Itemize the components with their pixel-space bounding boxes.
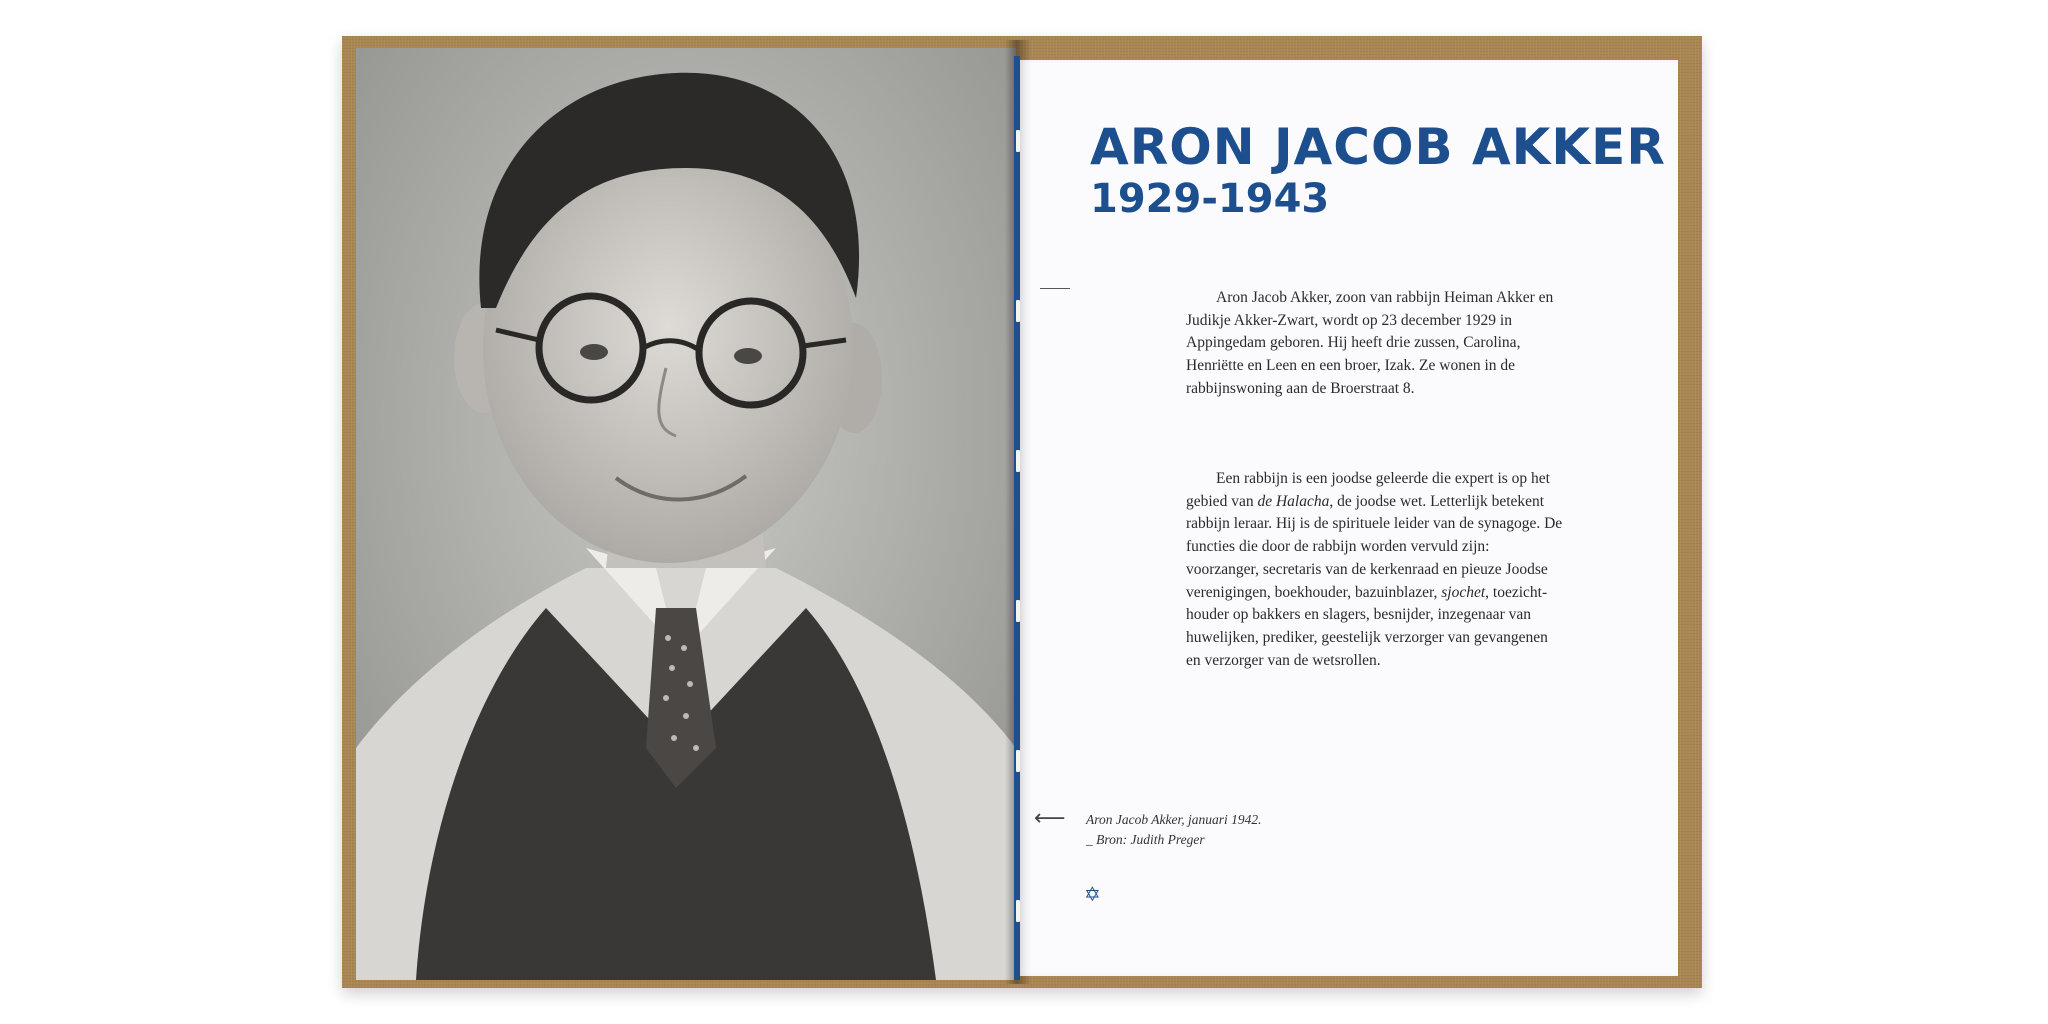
paragraph-text: Een rabbijn is een joodse geleerde die expert is op het gebied van: [1186, 470, 1550, 510]
rabbi-paragraph: [1186, 468, 1566, 672]
intro-paragraph: Aron Jacob Akker, zoon van rabbijn Heiman Akker en Judikje Akker-Zwart, wordt op 23 december 1929 in Appingedam geboren. Hij heeft drie zussen, Carolina, Henriëtte en Leen en een broer, Izak. Ze wonen in de rabbijnswoning aan de Broerstraat 8.: [1186, 289, 1554, 397]
portrait-photo: [356, 48, 1016, 980]
caption-source: _ Bron: Judith Preger: [1086, 832, 1205, 847]
italic-term: de Halacha: [1257, 492, 1330, 510]
star-of-david-icon: ✡: [1084, 882, 1101, 906]
page-years: 1929-1943: [1090, 176, 1330, 222]
left-arrow-icon: ⟵: [1034, 806, 1066, 831]
italic-term: sjochet: [1441, 583, 1486, 601]
photo-caption: [1086, 810, 1261, 850]
paragraph-text: , toezicht-houder op bakkers en slagers, besnijder, inzegenaar van huwelijken, prediker, geestelijk verzorger van gevangenen en verzorger van de wetsrollen.: [1186, 583, 1548, 669]
caption-line: Aron Jacob Akker, januari 1942.: [1086, 812, 1262, 827]
paragraph-text: , de joodse wet. Letterlijk betekent rabbijn leraar. Hij is de spirituele leider van de synagoge. De functies die door de rabbijn worden vervuld zijn: voorzanger, secretaris van de kerkenraad en pieuze Joodse verenigingen, boekhouder, bazuinblazer,: [1186, 492, 1563, 601]
margin-rule: [1040, 288, 1070, 289]
photo-page: [356, 48, 1016, 980]
page-title: ARON JACOB AKKER: [1090, 118, 1666, 176]
